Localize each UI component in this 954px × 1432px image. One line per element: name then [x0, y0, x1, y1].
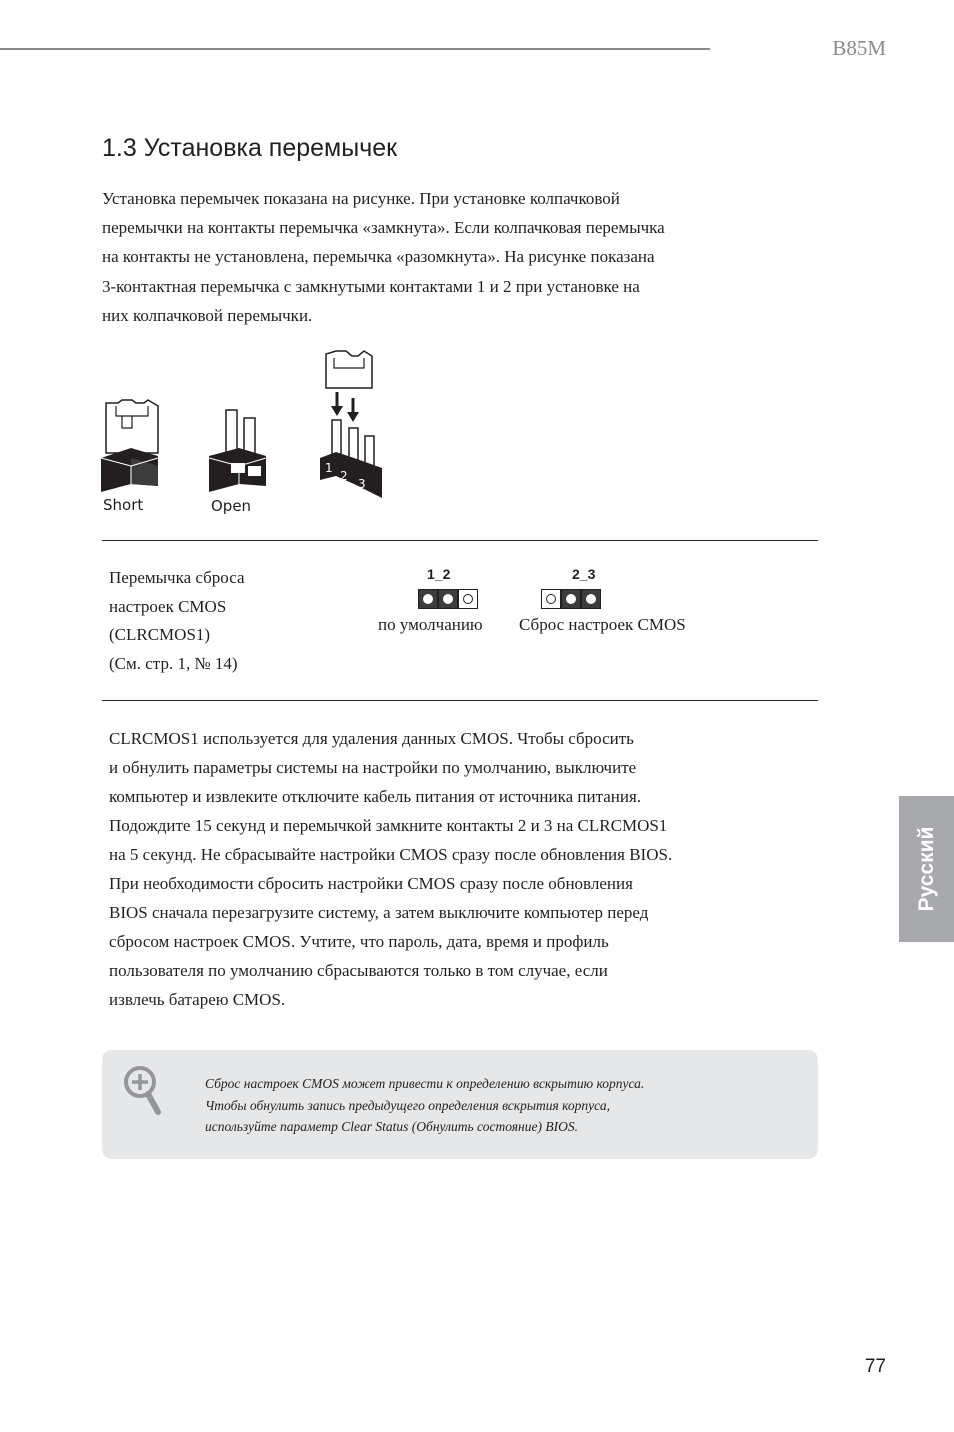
- magnifier-plus-icon: [122, 1064, 166, 1118]
- short-caption: Short: [103, 496, 144, 514]
- body-line: сбросом настроек CMOS. Учтите, что пароль, дата, время и профиль: [109, 932, 609, 951]
- jumper-name-line: Перемычка сброса: [109, 568, 245, 587]
- pin-number-1: 1: [325, 461, 333, 475]
- intro-line: 3-контактная перемычка с замкнутыми контактами 1 и 2 при установке на: [102, 276, 640, 296]
- header-rule: [0, 48, 710, 50]
- open-caption: Open: [211, 497, 252, 515]
- body-line: компьютер и извлеките отключите кабель питания от источника питания.: [109, 787, 642, 806]
- pin-closed: [581, 589, 601, 609]
- jumper-name: [109, 564, 245, 678]
- body-line: на 5 секунд. Не сбрасывайте настройки CMOS сразу после обновления BIOS.: [109, 845, 673, 864]
- section-title: 1.3 Установка перемычек: [102, 134, 398, 162]
- pin-number-2: 2: [340, 469, 348, 483]
- note-line: используйте параметр Clear Status (Обнулить состояние) BIOS.: [205, 1119, 578, 1134]
- note-line: Чтобы обнулить запись предыдущего определения вскрытия корпуса,: [205, 1097, 610, 1113]
- three-pin-jumper-illustration: [320, 351, 382, 498]
- table-top-rule: [102, 540, 818, 541]
- pin-closed: [418, 589, 438, 609]
- intro-line: Установка перемычек показана на рисунке. При установке колпачковой: [102, 189, 620, 208]
- intro-line: на контакты не установлена, перемычка «разомкнута». На рисунке показана: [102, 247, 655, 267]
- note-text: [205, 1073, 805, 1138]
- intro-line: них колпачковой перемычки.: [102, 305, 313, 325]
- body-line: и обнулить параметры системы на настройки по умолчанию, выключите: [109, 758, 637, 777]
- intro-paragraph: [102, 184, 792, 330]
- body-line: При необходимости сбросить настройки CMOS сразу после обновления: [109, 874, 633, 893]
- open-jumper-illustration: [209, 410, 266, 492]
- model-name: B85M: [832, 36, 886, 60]
- body-line: Подождите 15 секунд и перемычкой замкните контакты 2 и 3 на CLRCMOS1: [109, 816, 668, 835]
- jumper-name-line: (CLRCMOS1): [109, 625, 211, 645]
- pin-header-clear: [541, 589, 601, 609]
- pin-open: [541, 589, 561, 609]
- setting-default-label: по умолчанию: [378, 615, 483, 634]
- body-line: пользователя по умолчанию сбрасываются только в том случае, если: [109, 961, 608, 980]
- body-paragraph: [109, 724, 809, 1014]
- short-jumper-illustration: [101, 400, 158, 492]
- page-number: 77: [864, 1356, 886, 1377]
- pin-header-default: [418, 589, 478, 609]
- pin-setting-label-2-3: 2_3: [572, 566, 596, 582]
- intro-line: перемычки на контакты перемычка «замкнута». Если колпачковая перемычка: [102, 218, 665, 238]
- body-line: извлечь батарею CMOS.: [109, 990, 286, 1009]
- pin-number-3: 3: [358, 477, 366, 491]
- pin-setting-label-1-2: 1_2: [427, 566, 451, 582]
- table-bottom-rule: [102, 700, 818, 701]
- jumper-name-line: (См. стр. 1, № 14): [109, 653, 238, 673]
- pin-closed: [561, 589, 581, 609]
- body-line: BIOS сначала перезагрузите систему, а затем выключите компьютер перед: [109, 903, 649, 922]
- body-line: CLRCMOS1 используется для удаления данных CMOS. Чтобы сбросить: [109, 729, 634, 748]
- note-line: Сброс настроек CMOS может привести к определению вскрытию корпуса.: [205, 1076, 645, 1091]
- language-tab-label: Русский: [915, 826, 938, 912]
- pin-open: [458, 589, 478, 609]
- setting-clear-label: Сброс настроек CMOS: [519, 615, 686, 634]
- jumper-name-line: настроек CMOS: [109, 596, 227, 616]
- jumper-diagram: [96, 348, 396, 518]
- pin-closed: [438, 589, 458, 609]
